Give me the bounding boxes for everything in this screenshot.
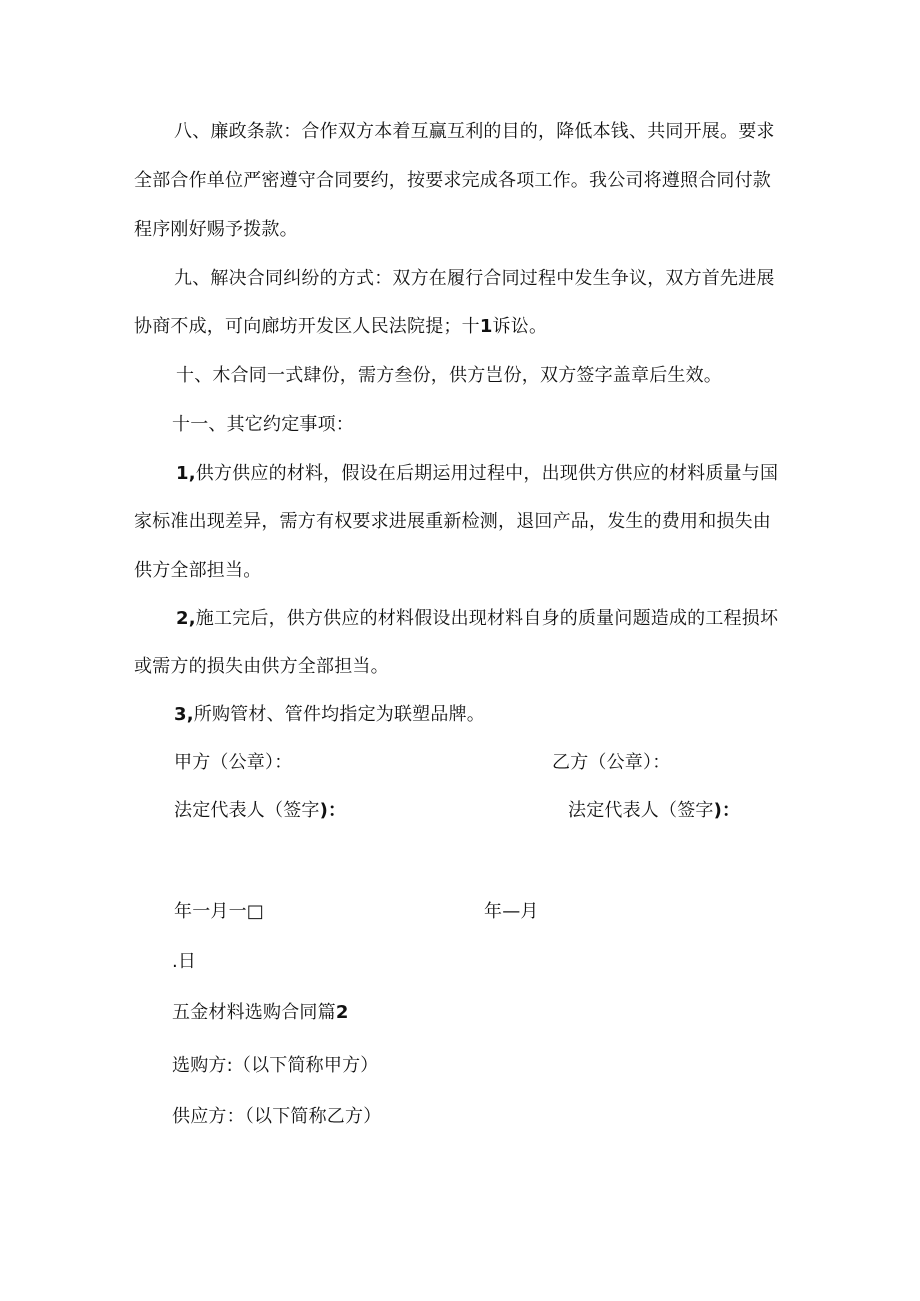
item-text: 供方供应的材料，假设在后期运用过程中，出现供方供应的材料质量与国 — [195, 463, 779, 484]
party-a-date: 年一月一□ — [174, 901, 265, 922]
item-number: 3, — [174, 704, 194, 725]
label-end: )： — [319, 800, 347, 821]
party-b-date: 年—月 — [484, 901, 539, 922]
section-title-number: 2 — [335, 1002, 349, 1023]
clause-9-line-2-text: 协商不成，可向廊坊开发区人民法院提；十 — [134, 316, 480, 337]
clause-9-line-2-number: 1 — [479, 316, 493, 337]
section-title-text: 五金材料选购合同篇 — [172, 1002, 336, 1023]
party-a-day: .日 — [172, 951, 197, 972]
clause-11-item-3 — [174, 706, 485, 724]
clause-9-line-2-end: 诉讼。 — [492, 316, 548, 337]
clause-8-line-1: 八、廉政条款：合作双方本着互赢互利的目的，降低本钱、共同开展。要求 — [174, 121, 775, 142]
item-text: 施工完后，供方供应的材料假设出现材料自身的质量问题造成的工程损坏 — [195, 608, 779, 629]
clause-8-line-3: 程序刚好赐予拨款。 — [134, 219, 298, 240]
party-a-representative — [174, 802, 346, 820]
party-b-representative — [568, 802, 740, 820]
clause-11-title: 十一、其它约定事项： — [172, 414, 354, 435]
label: 法定代表人（签字 — [568, 800, 714, 821]
supplier-line: 供应方：（以下简称乙方） — [172, 1106, 382, 1127]
clause-11-item-1-line-2: 家标准出现差异，需方有权要求进展重新检测，退回产品，发生的费用和损失由 — [134, 511, 771, 532]
label-end: )： — [713, 800, 741, 821]
section-title — [172, 1004, 349, 1022]
item-number: 2, — [176, 608, 196, 629]
item-number: 1, — [176, 463, 196, 484]
clause-11-item-2-line-2: 或需方的损失由供方全部担当。 — [134, 656, 389, 677]
clause-11-item-2-line-1 — [176, 610, 778, 628]
clause-11-item-1-line-1 — [176, 465, 778, 483]
label: 法定代表人（签字 — [174, 800, 320, 821]
buyer-line: 选购方:（以下简称甲方） — [172, 1055, 379, 1076]
party-b-seal: 乙方（公章）： — [552, 752, 671, 773]
clause-9-line-1: 九、解决合同纠纷的方式：双方在履行合同过程中发生争议，双方首先进展 — [174, 268, 775, 289]
party-a-seal: 甲方（公章）： — [174, 752, 293, 773]
clause-11-item-1-line-3: 供方全部担当。 — [134, 560, 262, 581]
item-text: 所购管材、管件均指定为联塑品牌。 — [193, 704, 485, 725]
clause-9-line-2 — [134, 318, 547, 336]
clause-8-line-2: 全部合作单位严密遵守合同要约，按要求完成各项工作。我公司将遵照合同付款 — [134, 170, 771, 191]
clause-10: 十、木合同一式肆份，需方叁份，供方岂份，双方签字盖章后生效。 — [176, 365, 722, 386]
